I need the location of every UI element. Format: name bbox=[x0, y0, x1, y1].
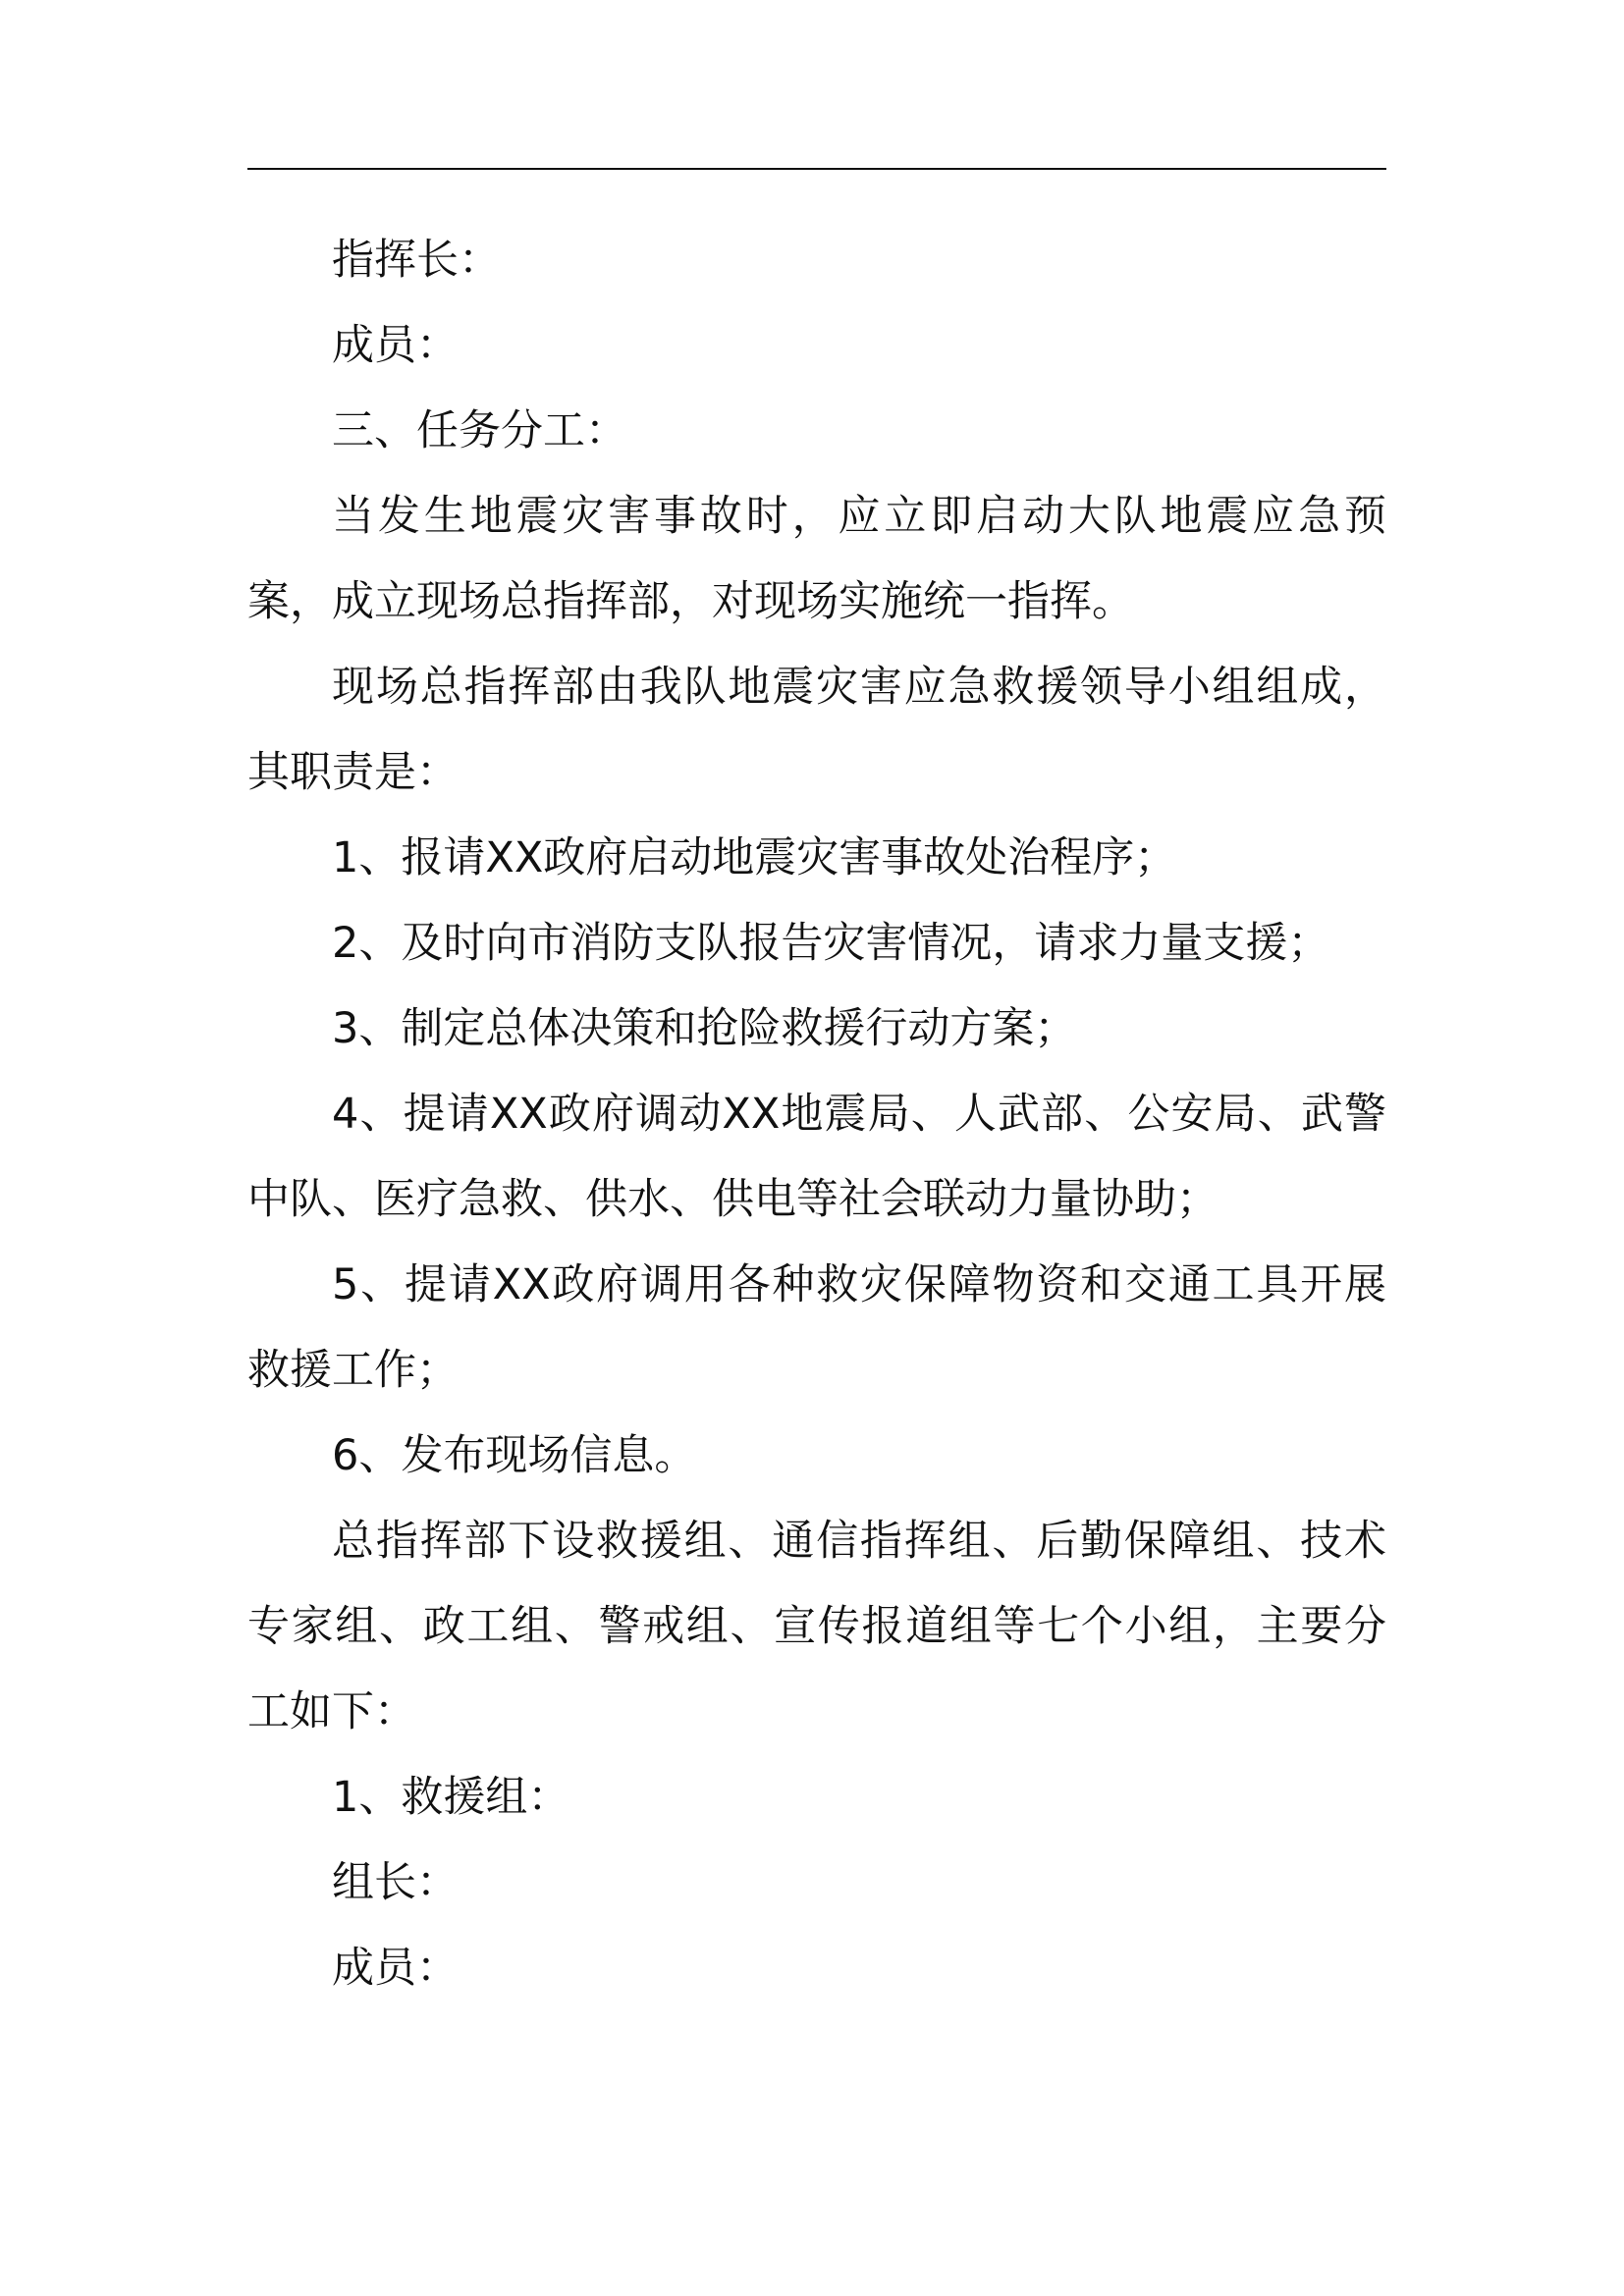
paragraph-activation: 当发生地震灾害事故时，应立即启动大队地震应急预案，成立现场总指挥部，对现场实施统一指挥。 bbox=[247, 492, 1386, 626]
duty-item-1: 1、报请XX政府启动地震灾害事故处治程序； bbox=[332, 833, 1177, 882]
section-heading-task-division: 三、任务分工： bbox=[332, 406, 627, 455]
duty-item-5: 5、提请XX政府调用各种救灾保障物资和交通工具开展救援工作； bbox=[247, 1260, 1386, 1395]
paragraph-members: 成员： bbox=[332, 321, 459, 370]
paragraph-headquarters-duties: 现场总指挥部由我队地震灾害应急救援领导小组组成，其职责是： bbox=[247, 663, 1386, 797]
duty-item-2: 2、及时向市消防支队报告灾害情况，请求力量支援； bbox=[332, 919, 1330, 968]
subgroup-heading-rescue: 1、救援组： bbox=[332, 1773, 570, 1822]
duty-item-6: 6、发布现场信息。 bbox=[332, 1431, 697, 1480]
header-rule bbox=[247, 168, 1386, 170]
paragraph-commander: 指挥长： bbox=[332, 236, 501, 285]
duty-item-4: 4、提请XX政府调动XX地震局、人武部、公安局、武警中队、医疗急救、供水、供电等社会联动力量协助； bbox=[247, 1090, 1386, 1224]
rescue-group-members: 成员： bbox=[332, 1944, 459, 1993]
paragraph-subgroups: 总指挥部下设救援组、通信指挥组、后勤保障组、技术专家组、政工组、警戒组、宣传报道组等七个小组，主要分工如下： bbox=[247, 1517, 1386, 1736]
document-body bbox=[247, 218, 1386, 2011]
duty-item-3: 3、制定总体决策和抢险救援行动方案； bbox=[332, 1004, 1077, 1053]
rescue-group-leader: 组长： bbox=[332, 1858, 459, 1907]
